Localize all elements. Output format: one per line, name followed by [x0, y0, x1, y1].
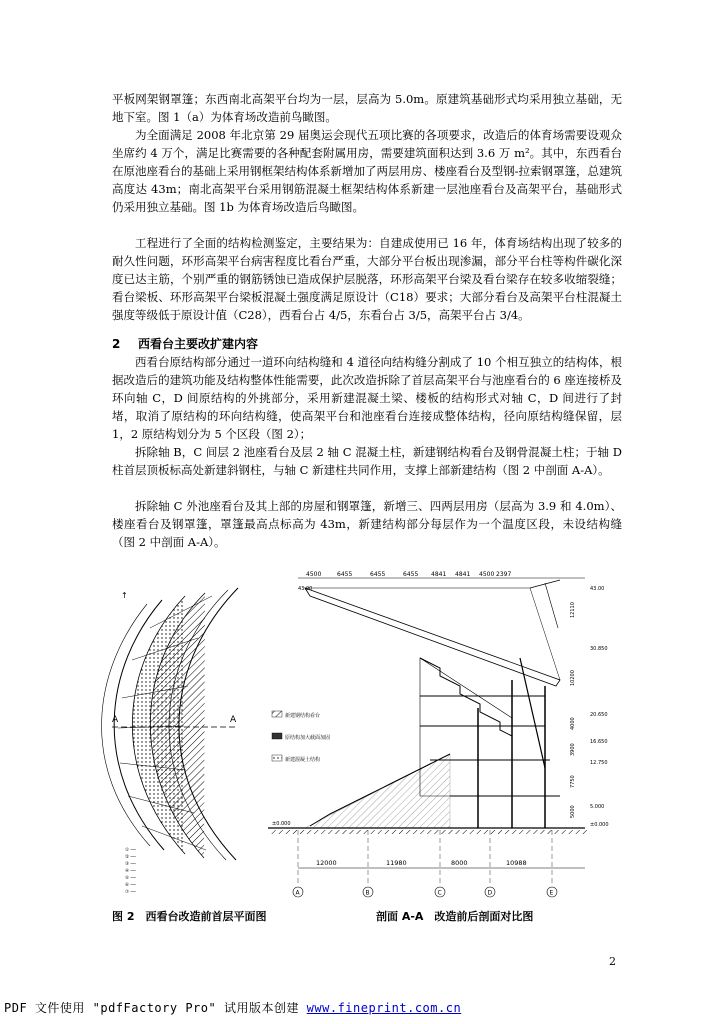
legend-1: 新建钢结构看台	[285, 713, 321, 719]
top-dim: 6455	[370, 571, 386, 578]
height-dim: 10200	[570, 670, 576, 686]
top-dim: 4500	[306, 571, 322, 578]
north-arrow-icon: ↑	[121, 591, 128, 600]
elevation-label: 30.850	[590, 646, 608, 652]
elevation-label: 16.650	[590, 739, 608, 745]
section-title: 西看台主要改扩建内容	[138, 337, 259, 351]
section-mark-right: A	[230, 715, 237, 725]
elevation-label: 20.650	[590, 712, 608, 718]
axis-label: B	[365, 889, 370, 897]
top-dim: 4841	[455, 571, 471, 578]
bottom-dim: 10988	[506, 859, 527, 867]
axis-label: E	[549, 889, 554, 897]
bottom-dim: 12000	[316, 859, 337, 867]
elevation-label: 5.000	[590, 804, 605, 810]
legend-3: 新建混凝土结构	[285, 757, 321, 763]
height-dim: 4000	[570, 717, 576, 730]
svg-text:⑥ ──: ⑥ ──	[125, 883, 136, 888]
paragraph-3: 工程进行了全面的结构检测鉴定，主要结果为：自建成使用已 16 年，体育场结构出现了较多的耐久性问题，环形高架平台病害程度比看台严重，大部分平台板出现渗漏，部分平台柱等构件碳化深度已达主筋，个别严重的钢筋锈蚀已造成保护层脱落，环形高架平台梁及看台梁存在较多收缩裂缝；看台梁板、环形高架平台梁板混凝土强度满足原设计（C18）要求；大部分看台及高架平台柱混凝土强度等级低于原设计值（C28），西看台占 4/5，东看台占 3/5，高架平台占 3/4。	[112, 236, 622, 322]
height-dim: 5000	[570, 805, 576, 818]
section-number: 2	[112, 337, 121, 351]
elevation-label: 12.750	[590, 760, 608, 766]
footer-note	[4, 999, 461, 1016]
svg-text:④ ──: ④ ──	[125, 869, 136, 874]
bottom-dim: 11980	[386, 859, 407, 867]
caption-right: 剖面 A-A 改造前后剖面对比图	[376, 910, 534, 923]
height-dim: 12110	[570, 602, 576, 618]
elev-left-top: 43.00	[298, 586, 313, 592]
legend-2: 原结构加大截面加固	[285, 735, 331, 741]
axis-label: A	[295, 889, 300, 897]
top-dim: 6455	[403, 571, 419, 578]
section-view	[268, 571, 609, 897]
top-dim: 4841	[431, 571, 447, 578]
svg-text:② ──: ② ──	[125, 855, 136, 860]
height-dim: 3900	[570, 743, 576, 756]
figure-2	[0, 568, 724, 908]
footer-prefix: PDF 文件使用 "pdfFactory Pro" 试用版本创建	[4, 1001, 307, 1015]
paragraph-6: 拆除轴 C 外池座看台及其上部的房屋和钢罩篷，新增三、四两层用房（层高为 3.9 和 4.0m）、楼座看台及钢罩篷，罩篷最高点标高为 43m，新建结构部分每层作为一个温度区段，未设结构缝（图 2 中剖面 A-A）。	[112, 499, 622, 549]
paragraph-2: 为全面满足 2008 年北京第 29 届奥运会现代五项比赛的各项要求，改造后的体育场需要设观众坐席约 4 万个，满足比赛需要的各种配套附属用房，需要建筑面积达到 3.6 万 m²。其中，东西看台在原池座看台的基础上采用钢框架结构体系新增加了两层用房、楼座看台及型钢-拉索钢罩篷，总建筑高度达 43m；南北高架平台采用钢筋混凝土框架结构体系新建一层池座看台及高架平台，基础形式仍采用独立基础。图 1b 为体育场改造后鸟瞰图。	[112, 128, 622, 214]
axis-label: D	[487, 889, 493, 897]
svg-text:① ──: ① ──	[125, 848, 136, 853]
elev-left-ground: ±0.000	[272, 821, 291, 827]
svg-text:③ ──: ③ ──	[125, 862, 136, 867]
elevation-label: 43.00	[590, 586, 605, 592]
paragraph-5: 拆除轴 B，C 间层 2 池座看台及层 2 轴 C 混凝土柱，新建钢结构看台及钢骨混凝土柱；于轴 D 柱首层顶板标高处新建斜钢柱，与轴 C 新建柱共同作用，支撑上部新建结构（图 2 中剖面 A-A）。	[112, 445, 622, 477]
svg-text:⑤ ──: ⑤ ──	[125, 876, 136, 881]
axis-label: C	[437, 889, 442, 897]
paragraph-1: 平板网架钢罩篷；东西南北高架平台均为一层，层高为 5.0m。原建筑基础形式均采用独立基础，无地下室。图 1（a）为体育场改造前鸟瞰图。	[112, 92, 622, 124]
top-dim: 2397	[496, 571, 512, 578]
top-dim: 6455	[337, 571, 353, 578]
paragraph-4: 西看台原结构部分通过一道环向结构缝和 4 道径向结构缝分割成了 10 个相互独立的结构体，根据改造后的建筑功能及结构整体性能需要，此次改造拆除了首层高架平台与池座看台的 6 座连接桥及环向轴 C，D 间原结构的外挑部分，采用新建混凝土梁、楼板的结构形式对轴 C，D 间进行了封堵，取消了原结构的环向结构缝，使高架平台和池座看台连接成整体结构，径向原结构缝保留，层 1，2 原结构划分为 5 个区段（图 2）；	[112, 355, 622, 441]
caption-left: 图 2 西看台改造前首层平面图	[112, 910, 267, 923]
height-dim: 7750	[570, 775, 576, 788]
top-dim: 4500	[479, 571, 495, 578]
elevation-label: ±0.000	[590, 822, 609, 828]
plan-view	[102, 588, 238, 895]
footer-link[interactable]: www.fineprint.com.cn	[306, 1001, 462, 1015]
svg-text:⑦ ──: ⑦ ──	[125, 890, 136, 895]
section-mark-left: A	[112, 715, 119, 725]
bottom-dim: 8000	[451, 859, 468, 867]
page-number: 2	[609, 955, 616, 968]
section-heading	[112, 335, 258, 352]
